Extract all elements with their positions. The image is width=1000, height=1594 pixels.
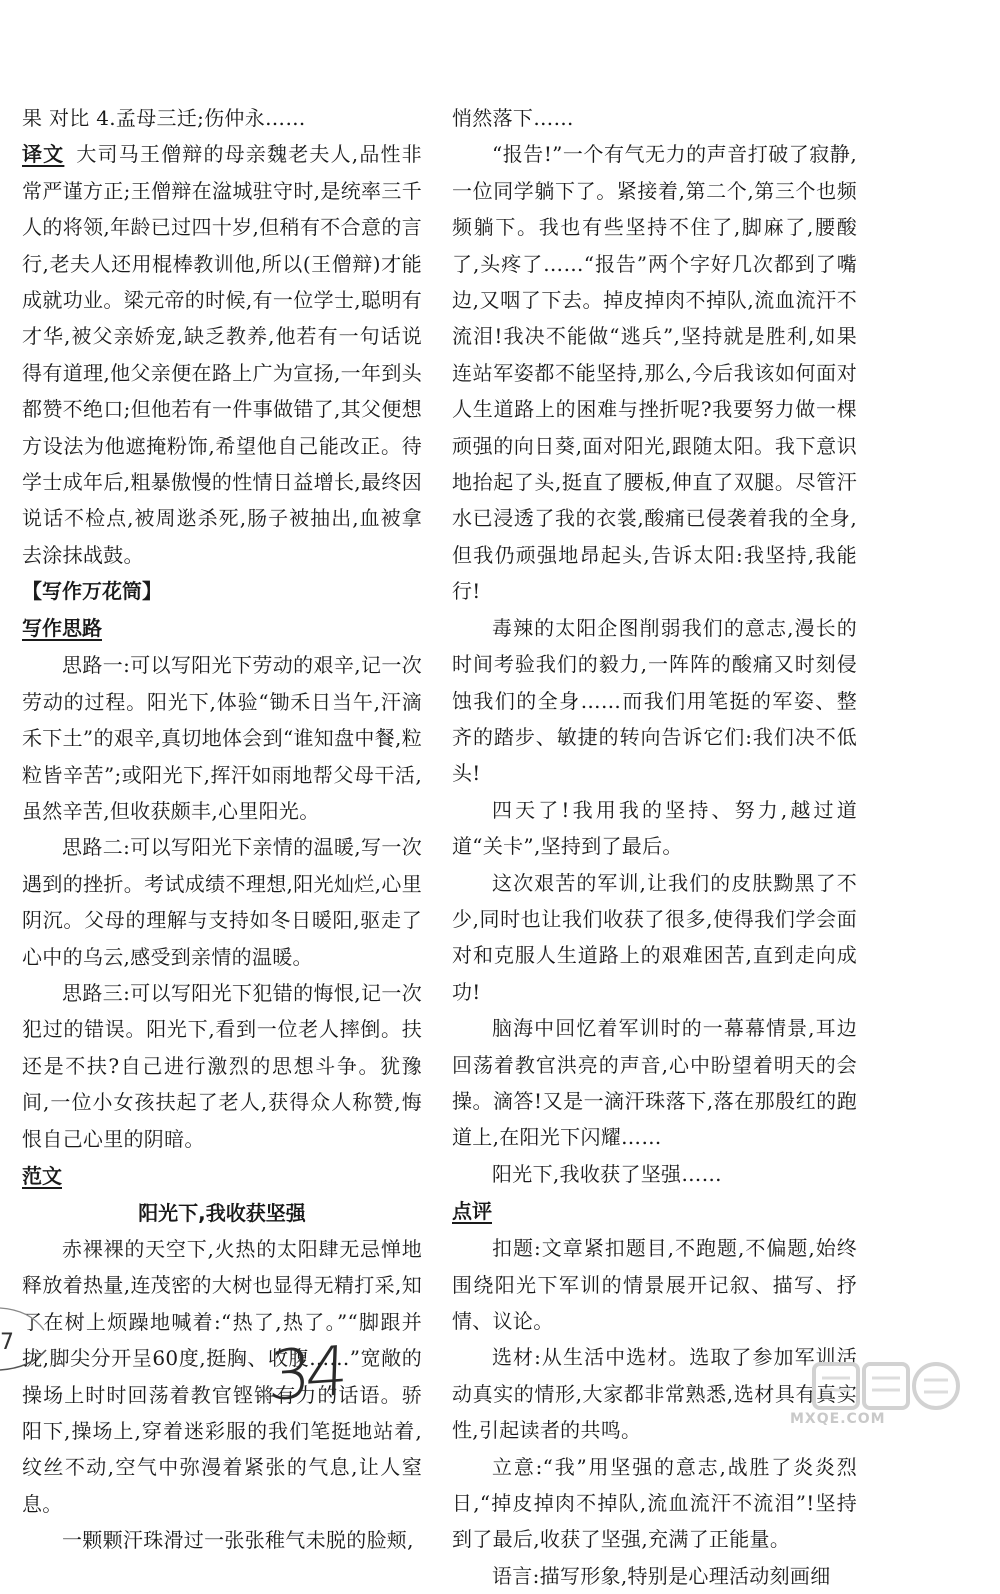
essay-paragraph: 一颗颗汗珠滑过一张张稚气未脱的脸颊, <box>62 1528 414 1553</box>
comment-paragraph: 扣题:文章紧扣题目,不跑题,不偏题,始终围绕阳光下军训的情景展开记叙、描写、抒情、议论。 <box>452 1236 857 1333</box>
essay-paragraph: 这次艰苦的军训,让我们的皮肤黝黑了不少,同时也让我们收获了很多,使得我们学会面对和克服人生道路上的艰难困苦,直到走向成功! <box>452 870 857 1004</box>
essay-title: 阳光下,我收获坚强 <box>138 1200 306 1225</box>
comment-heading: 点评 <box>452 1199 492 1224</box>
intro-line: 果 对比 4.孟母三迁;伤仲永…… <box>22 106 306 130</box>
essay-paragraph: 脑海中回忆着军训时的一幕幕情景,耳边回荡着教官洪亮的声音,心中盼望着明天的会操。滴答!又是一滴汗珠落下,落在那殷红的跑道上,在阳光下闪耀…… <box>452 1016 857 1150</box>
page-number: 7 <box>0 1330 14 1355</box>
translation-paragraph <box>22 136 422 573</box>
model-essay-heading: 范文 <box>22 1163 62 1188</box>
comment-paragraph: 语言:描写形象,特别是心理活动刻画细 <box>492 1563 831 1588</box>
watermark-logo-icon <box>812 1360 962 1412</box>
idea-one: 思路一:可以写阳光下劳动的艰辛,记一次劳动的过程。阳光下,体验“锄禾日当午,汗滴禾下土”的艰辛,真切地体会到“谁知盘中餐,粒粒皆辛苦”;或阳光下,挥汗如雨地帮父母干活,虽然辛苦,但收获颇丰,心里阳光。 <box>22 653 422 823</box>
translation-label: 译文 <box>22 142 65 167</box>
translation-text: 大司马王僧辩的母亲魏老夫人,品性非常严谨方正;王僧辩在湓城驻守时,是统率三千人的将领,年龄已过四十岁,但稍有不合意的言行,老夫人还用棍棒教训他,所以(王僧辩)才能成就功业。梁元帝的时候,有一位学士,聪明有才华,被父亲娇宠,缺乏教养,他若有一句话说得有道理,他父亲便在路上广为宣扬,一年到头都赞不绝口;但他若有一件事做错了,其父便想方设法为他遮掩粉饰,希望他自己能改正。待学士成年后,粗暴傲慢的性情日益增长,最终因说话不检点,被周逖杀死,肠子被抽出,血被拿去涂抹战鼓。 <box>22 142 422 567</box>
idea-two: 思路二:可以写阳光下亲情的温暖,写一次遇到的挫折。考试成绩不理想,阳光灿烂,心里阴沉。父母的理解与支持如冬日暖阳,驱走了心中的乌云,感受到亲情的温暖。 <box>22 835 422 969</box>
essay-paragraph: 毒辣的太阳企图削弱我们的意志,漫长的时间考验我们的毅力,一阵阵的酸痛又时刻侵蚀我们的全身……而我们用笔挺的军姿、整齐的踏步、敏捷的转向告诉它们:我们决不低头! <box>452 615 857 786</box>
watermark-url: MXQE.COM <box>790 1411 886 1427</box>
comment-paragraph: 立意:“我”用坚强的意志,战胜了炎炎烈日,“掉皮掉肉不掉队,流血流汗不流泪”!坚持到了最后,收获了坚强,充满了正能量。 <box>452 1454 857 1552</box>
idea-three: 思路三:可以写阳光下犯错的悔恨,记一次犯过的错误。阳光下,看到一位老人摔倒。扶还是不扶?自己进行激烈的思想斗争。犹豫间,一位小女孩扶起了老人,获得众人称赞,悔恨自己心里的阴暗。 <box>22 980 422 1151</box>
essay-paragraph: 阳光下,我收获了坚强…… <box>492 1161 722 1186</box>
handwritten-page-number: 34 <box>266 1332 344 1417</box>
essay-paragraph: 四天了!我用我的坚持、努力,越过道道“关卡”,坚持到了最后。 <box>452 797 857 859</box>
essay-paragraph: “报告!”一个有气无力的声音打破了寂静,一位同学躺下了。紧接着,第二个,第三个也频频躺下。我也有些坚持不住了,脚麻了,腰酸了,头疼了……“报告”两个字好几次都到了嘴边,又咽了下去。掉皮掉肉不掉队,流血流汗不流泪!我决不能做“逃兵”,坚持就是胜利,如果连站军姿都不能坚持,那么,今后我该如何面对人生道路上的困难与挫折呢?我要努力做一棵顽强的向日葵,面对阳光,跟随太阳。我下意识地抬起了头,挺直了腰板,伸直了双腿。尽管汗水已浸透了我的衣裳,酸痛已侵袭着我的全身,但我仍顽强地昂起头,告诉太阳:我坚持,我能行! <box>452 142 857 604</box>
comment-paragraph: 选材:从生活中选材。选取了参加军训活动真实的情形,大家都非常熟悉,选材具有真实性,引起读者的共鸣。 <box>452 1345 857 1443</box>
section-title: 【写作万花筒】 <box>22 579 162 604</box>
left-column <box>22 100 422 1559</box>
writing-ideas-heading: 写作思路 <box>22 616 102 641</box>
right-column <box>452 100 857 1594</box>
essay-paragraph: 悄然落下…… <box>452 106 574 130</box>
essay-paragraph: 赤裸裸的天空下,火热的太阳肆无忌惮地释放着热量,连茂密的大树也显得无精打采,知了在树上烦躁地喊着:“热了,热了。”“脚跟并拢,脚尖分开呈60度,挺胸、收腹……”宽敞的操场上时时回荡着教官铿锵有力的话语。骄阳下,操场上,穿着迷彩服的我们笔挺地站着,纹丝不动,空气中弥漫着紧张的气息,让人窒息。 <box>22 1236 422 1516</box>
